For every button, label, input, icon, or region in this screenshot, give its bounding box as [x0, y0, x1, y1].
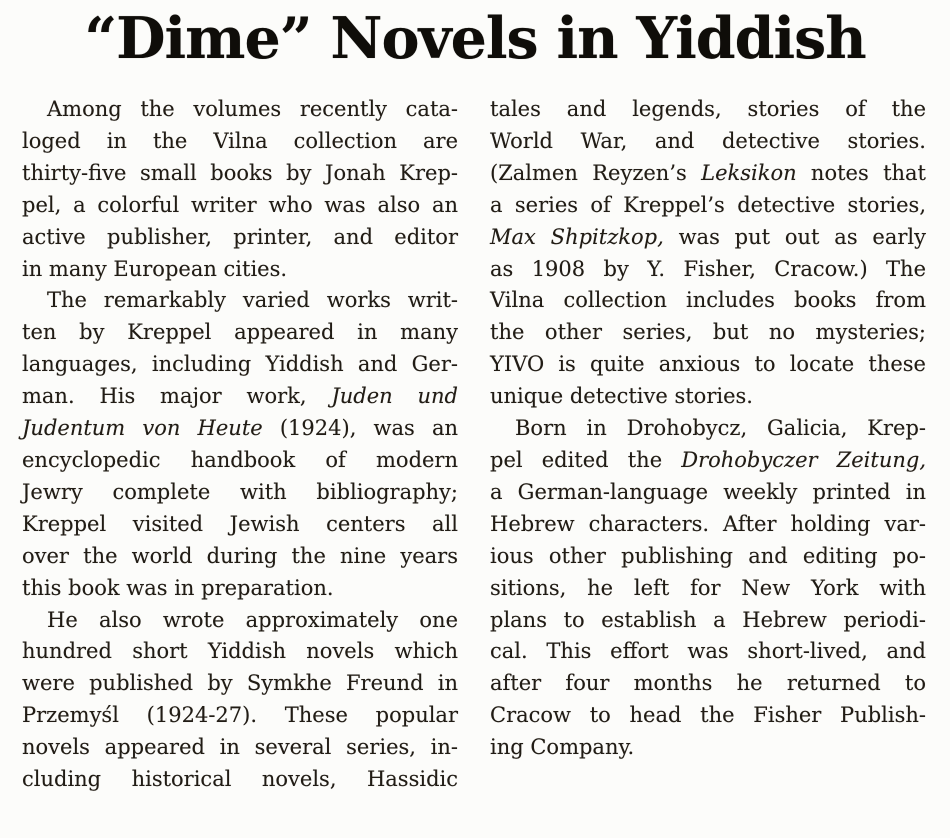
text-segment: in many European cities.	[22, 256, 288, 281]
text-line	[22, 381, 458, 413]
paragraph	[22, 285, 458, 604]
italic-text: Juden und	[331, 384, 458, 409]
text-line	[490, 126, 926, 158]
paragraph	[490, 94, 926, 413]
text-line	[22, 190, 458, 222]
text-line	[22, 285, 458, 317]
text-line	[490, 541, 926, 573]
text-segment: novels appeared in several series, in-	[22, 735, 458, 760]
text-segment: Born in Drohobycz, Galicia, Krep-	[515, 416, 926, 441]
text-segment: Hebrew characters. After holding var-	[490, 511, 926, 536]
text-line	[22, 445, 458, 477]
text-line	[490, 381, 926, 413]
text-line	[490, 636, 926, 668]
text-segment: cluding historical novels, Hassidic	[22, 767, 458, 792]
text-segment: Vilna collection includes books from	[490, 288, 926, 313]
text-line	[490, 158, 926, 190]
italic-text: Max Shpitzkop,	[490, 224, 664, 249]
text-segment: World War, and detective stories.	[490, 128, 926, 153]
text-line	[22, 764, 458, 796]
text-segment: The remarkably varied works writ-	[47, 288, 458, 313]
italic-text: Judentum von Heute	[22, 416, 263, 441]
text-segment: thirty-five small books by Jonah Krep-	[22, 160, 458, 185]
text-line	[490, 94, 926, 126]
text-segment: the other series, but no mysteries;	[490, 320, 926, 345]
text-line	[22, 158, 458, 190]
text-column-left	[22, 94, 458, 796]
text-line	[490, 668, 926, 700]
text-line	[22, 732, 458, 764]
text-segment: over the world during the nine years	[22, 543, 458, 568]
italic-text: Leksikon	[701, 160, 797, 185]
text-segment: encyclopedic handbook of modern	[22, 447, 458, 472]
text-line	[490, 285, 926, 317]
text-segment: was put out as early	[663, 224, 926, 249]
text-line	[22, 573, 458, 605]
text-line	[490, 509, 926, 541]
text-segment: languages, including Yiddish and Ger-	[22, 352, 458, 377]
text-line	[490, 605, 926, 637]
text-segment: Przemyśl (1924-27). These popular	[22, 703, 458, 728]
text-line	[490, 445, 926, 477]
paragraph	[490, 413, 926, 764]
text-line	[490, 190, 926, 222]
text-line	[490, 349, 926, 381]
text-segment: were published by Symkhe Freund in	[22, 671, 458, 696]
text-segment: after four months he returned to	[490, 671, 926, 696]
text-line	[22, 349, 458, 381]
text-segment: active publisher, printer, and editor	[22, 224, 458, 249]
text-segment: man. His major work,	[22, 384, 332, 409]
text-segment: (1924), was an	[262, 416, 458, 441]
text-line	[490, 254, 926, 286]
text-line	[22, 222, 458, 254]
text-line	[22, 94, 458, 126]
text-segment: this book was in preparation.	[22, 575, 334, 600]
text-line	[22, 254, 458, 286]
text-segment: tales and legends, stories of the	[490, 97, 926, 121]
text-line	[490, 413, 926, 445]
text-segment: YIVO is quite anxious to locate these	[490, 352, 926, 377]
text-segment: He also wrote approximately one	[47, 607, 458, 632]
text-line	[490, 732, 926, 764]
text-line	[22, 317, 458, 349]
text-segment: Among the volumes recently cata-	[47, 97, 458, 121]
text-line	[22, 541, 458, 573]
text-segment: as 1908 by Y. Fisher, Cracow.) The	[490, 256, 926, 281]
text-line	[490, 222, 926, 254]
text-segment: ing Company.	[490, 735, 635, 760]
paragraph	[22, 605, 458, 796]
text-segment: pel, a colorful writer who was also an	[22, 192, 458, 217]
text-line	[22, 509, 458, 541]
paragraph	[22, 94, 458, 285]
text-segment: (Zalmen Reyzen’s	[490, 160, 702, 185]
text-segment: ious other publishing and editing po-	[490, 543, 926, 568]
text-segment: Jewry complete with bibliography;	[22, 479, 458, 504]
text-segment: hundred short Yiddish novels which	[22, 639, 458, 664]
text-segment: loged in the Vilna collection are	[22, 128, 458, 153]
text-segment: ten by Kreppel appeared in many	[22, 320, 458, 345]
text-line	[490, 700, 926, 732]
text-line	[22, 605, 458, 637]
text-line	[490, 573, 926, 605]
text-segment: Cracow to head the Fisher Publish-	[490, 703, 926, 728]
text-segment: Kreppel visited Jewish centers all	[22, 511, 458, 536]
text-line	[490, 317, 926, 349]
text-line	[22, 636, 458, 668]
text-segment: a German-language weekly printed in	[490, 479, 926, 504]
column-container	[22, 94, 926, 796]
text-line	[22, 477, 458, 509]
article-title: “Dime” Novels in Yiddish	[84, 5, 866, 72]
text-line	[22, 700, 458, 732]
text-column-right	[490, 94, 926, 796]
text-segment: unique detective stories.	[490, 384, 753, 409]
text-segment: a series of Kreppel’s detective stories,	[490, 192, 926, 217]
text-line	[490, 477, 926, 509]
text-segment: pel edited the	[490, 447, 682, 472]
text-line	[22, 668, 458, 700]
italic-text: Drohobyczer Zeitung,	[681, 447, 926, 472]
text-segment: plans to establish a Hebrew periodi-	[490, 607, 926, 632]
text-segment: sitions, he left for New York with	[490, 575, 926, 600]
text-line	[22, 413, 458, 445]
text-segment: notes that	[796, 160, 926, 185]
text-segment: cal. This effort was short-lived, and	[490, 639, 926, 664]
text-line	[22, 126, 458, 158]
